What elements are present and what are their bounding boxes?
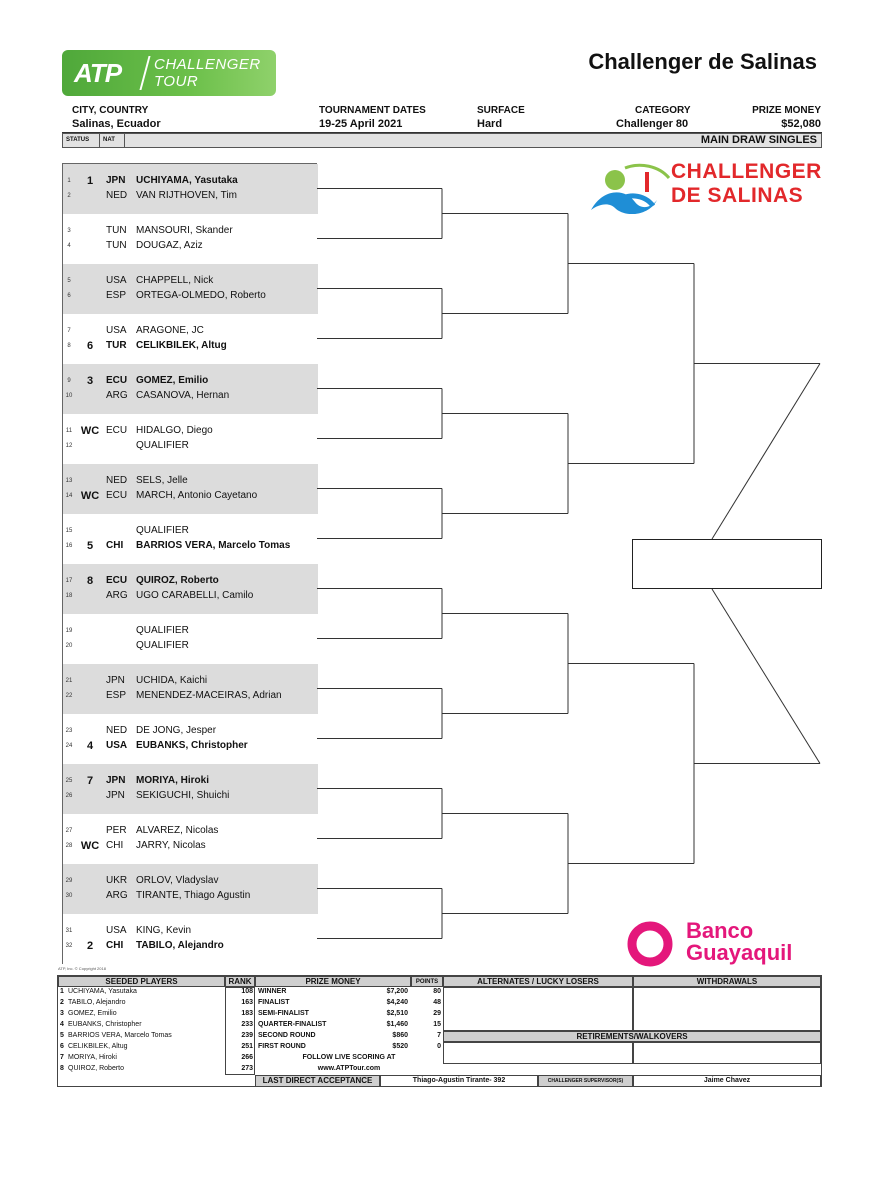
prize-points: 80 (433, 988, 441, 995)
draw-line-number: 24 (65, 743, 73, 749)
prize-money: $4,240 (386, 999, 408, 1006)
draw-line-number: 28 (65, 843, 73, 849)
banco-guayaquil-logo (620, 916, 820, 970)
draw-line-number: 26 (65, 793, 73, 799)
champion-box (632, 539, 822, 589)
draw-line-number: 8 (67, 343, 71, 349)
alternates-area (443, 987, 633, 1031)
seed-player-name: CELIKBILEK, Altug (68, 1043, 128, 1050)
draw-line-number: 16 (65, 543, 73, 549)
player-name: MARCH, Antonio Cayetano (136, 490, 258, 501)
seed-number: 6 (60, 1043, 64, 1050)
prize-round: SECOND ROUND (258, 1032, 316, 1039)
seed-or-status: 5 (86, 540, 94, 552)
seed-or-status: WC (80, 490, 100, 502)
player-name: QUALIFIER (136, 525, 189, 536)
seed-or-status: WC (80, 840, 100, 852)
draw-line (62, 273, 332, 289)
seed-rank: 239 (241, 1032, 253, 1039)
seed-or-status: WC (80, 425, 100, 437)
seed-player-name: GOMEZ, Emilio (68, 1010, 117, 1017)
draw-line (62, 838, 332, 854)
seed-or-status: 7 (86, 775, 94, 787)
player-name: UCHIYAMA, Yasutaka (136, 175, 238, 186)
prize-round: FIRST ROUND (258, 1043, 306, 1050)
seed-rank: 183 (241, 1010, 253, 1017)
draw-line (62, 388, 332, 404)
player-name: BARRIOS VERA, Marcelo Tomas (136, 540, 291, 551)
draw-line (62, 873, 332, 889)
nationality: ESP (106, 690, 127, 701)
status-column-label: STATUS (63, 134, 100, 147)
player-name: CHAPPELL, Nick (136, 275, 214, 286)
nationality: ARG (106, 890, 128, 901)
player-name: ALVAREZ, Nicolas (136, 825, 219, 836)
draw-line (62, 673, 332, 689)
nationality: TUN (106, 225, 127, 236)
prize-header: PRIZE MONEY (255, 976, 411, 987)
player-name: QUALIFIER (136, 440, 189, 451)
nationality: TUN (106, 240, 127, 251)
seed-or-status: 3 (86, 375, 94, 387)
logo-line1: CHALLENGER (154, 56, 261, 73)
retirements-header: RETIREMENTS/WALKOVERS (443, 1031, 821, 1042)
draw-line (62, 938, 332, 954)
seed-or-status: 1 (86, 175, 94, 187)
challenger-de-salinas-logo (585, 158, 820, 214)
nationality: CHI (106, 940, 124, 951)
prize-points: 0 (437, 1043, 441, 1050)
nationality: USA (106, 275, 127, 286)
player-name: MANSOURI, Skander (136, 225, 233, 236)
draw-line-number: 11 (65, 428, 73, 434)
nationality: UKR (106, 875, 128, 886)
player-name: TABILO, Alejandro (136, 940, 224, 951)
draw-line-number: 30 (65, 893, 73, 899)
draw-line (62, 373, 332, 389)
logo-atp-text: ATP (74, 58, 122, 88)
prize-label: PRIZE MONEY (752, 105, 821, 116)
draw-line (62, 638, 332, 654)
nationality: CHI (106, 540, 124, 551)
prize-round: FINALIST (258, 999, 290, 1006)
draw-line-number: 15 (65, 528, 73, 534)
retirements-area-left (443, 1042, 633, 1064)
nationality: USA (106, 925, 127, 936)
player-name: GOMEZ, Emilio (136, 375, 209, 386)
category-label: CATEGORY (635, 105, 691, 116)
sponsor-top-line2: DE SALINAS (671, 184, 804, 207)
city-value: Salinas, Ecuador (72, 118, 161, 130)
draw-line-number: 6 (67, 293, 71, 299)
banco-ring-icon (622, 916, 682, 970)
nationality: ECU (106, 490, 128, 501)
draw-line-number: 12 (65, 443, 73, 449)
draw-line (62, 773, 332, 789)
draw-line-number: 10 (65, 393, 73, 399)
draw-line-number: 22 (65, 693, 73, 699)
draw-line-number: 4 (67, 243, 71, 249)
seeded-header: SEEDED PLAYERS (58, 976, 225, 987)
logo-line2: TOUR (154, 73, 199, 90)
draw-line (62, 323, 332, 339)
seed-rank: 163 (241, 999, 253, 1006)
dates-label: TOURNAMENT DATES (319, 105, 426, 116)
withdrawals-header: WITHDRAWALS (633, 976, 821, 987)
draw-type-label: MAIN DRAW SINGLES (700, 134, 817, 146)
nationality: NED (106, 475, 128, 486)
seed-number: 3 (60, 1010, 64, 1017)
player-name: SELS, Jelle (136, 475, 188, 486)
draw-line (62, 923, 332, 939)
draw-line (62, 288, 332, 304)
nationality: ARG (106, 390, 128, 401)
player-name: KING, Kevin (136, 925, 192, 936)
player-name: EUBANKS, Christopher (136, 740, 248, 751)
nationality: ESP (106, 290, 127, 301)
draw-line-number: 19 (65, 628, 73, 634)
city-label: CITY, COUNTRY (72, 105, 149, 116)
player-name: CASANOVA, Hernan (136, 390, 230, 401)
draw-line (62, 173, 332, 189)
draw-line (62, 523, 332, 539)
seed-number: 8 (60, 1065, 64, 1072)
draw-line (62, 688, 332, 704)
prize-round: QUARTER-FINALIST (258, 1021, 327, 1028)
seed-number: 1 (60, 988, 64, 995)
nationality: JPN (106, 775, 126, 786)
nationality: USA (106, 325, 127, 336)
nationality: JPN (106, 790, 125, 801)
nationality: USA (106, 740, 128, 751)
player-name: JARRY, Nicolas (136, 840, 206, 851)
draw-line-number: 13 (65, 478, 73, 484)
sponsor-bottom-line2: Guayaquil (686, 940, 793, 965)
dates-value: 19-25 April 2021 (319, 118, 403, 130)
player-name: QUALIFIER (136, 625, 189, 636)
seed-or-status: 2 (86, 940, 94, 952)
nationality: TUR (106, 340, 127, 351)
prize-points: 7 (437, 1032, 441, 1039)
seed-number: 5 (60, 1032, 64, 1039)
prize-points: 48 (433, 999, 441, 1006)
seed-number: 4 (60, 1021, 64, 1028)
seed-player-name: QUIROZ, Roberto (68, 1065, 125, 1072)
player-name: UGO CARABELLI, Camilo (136, 590, 254, 601)
draw-line (62, 488, 332, 504)
draw-line-number: 31 (65, 928, 73, 934)
draw-line-number: 9 (67, 378, 71, 384)
player-name: TIRANTE, Thiago Agustin (136, 890, 251, 901)
live-scoring-text: FOLLOW LIVE SCORING AT (302, 1054, 396, 1061)
draw-line-number: 17 (65, 578, 73, 584)
draw-line-number: 1 (67, 178, 71, 184)
draw-line (62, 338, 332, 354)
player-name: HIDALGO, Diego (136, 425, 213, 436)
draw-line (62, 888, 332, 904)
draw-line (62, 423, 332, 439)
draw-line (62, 588, 332, 604)
sponsor-bottom-line1: Banco (686, 918, 754, 943)
seed-player-name: MORIYA, Hiroki (68, 1054, 117, 1061)
summary-table (57, 975, 822, 1087)
nationality: JPN (106, 175, 126, 186)
draw-line (62, 623, 332, 639)
prize-money: $1,460 (386, 1021, 408, 1028)
prize-value: $52,080 (781, 118, 821, 130)
nat-column-label: NAT (100, 134, 125, 147)
seed-rank: 273 (241, 1065, 253, 1072)
nationality: NED (106, 725, 128, 736)
player-name: UCHIDA, Kaichi (136, 675, 208, 686)
draw-line (62, 823, 332, 839)
draw-line-number: 18 (65, 593, 73, 599)
seed-or-status: 6 (86, 340, 94, 352)
bracket-line (712, 589, 820, 764)
player-name: DE JONG, Jesper (136, 725, 217, 736)
draw-line (62, 238, 332, 254)
retirements-area-right (633, 1042, 821, 1064)
player-name: ORLOV, Vladyslav (136, 875, 219, 886)
draw-line-number: 23 (65, 728, 73, 734)
supervisor-label: CHALLENGER SUPERVISOR(S) (538, 1075, 633, 1087)
supervisor-value: Jaime Chavez (633, 1075, 821, 1087)
prize-money: $520 (392, 1043, 408, 1050)
bracket-line (712, 364, 820, 540)
draw-line-number: 7 (67, 328, 71, 334)
draw-line (62, 223, 332, 239)
draw-line (62, 723, 332, 739)
draw-line (62, 788, 332, 804)
draw-line (62, 473, 332, 489)
player-name: MENENDEZ-MACEIRAS, Adrian (136, 690, 282, 701)
player-name: QUIROZ, Roberto (136, 575, 219, 586)
nationality: NED (106, 190, 128, 201)
sponsor-top-line1: CHALLENGER (671, 160, 822, 183)
player-name: DOUGAZ, Aziz (136, 240, 203, 251)
prize-points: 15 (433, 1021, 441, 1028)
lda-value: Thiago-Agustin Tirante- 392 (380, 1075, 538, 1087)
player-name: VAN RIJTHOVEN, Tim (136, 190, 237, 201)
wave-ball-icon (585, 158, 671, 214)
player-name: MORIYA, Hiroki (136, 775, 209, 786)
prize-round: WINNER (258, 988, 287, 995)
nationality: PER (106, 825, 127, 836)
points-header: POINTS (411, 976, 443, 987)
player-name: CELIKBILEK, Altug (136, 340, 227, 351)
surface-label: SURFACE (477, 105, 525, 116)
alternates-header: ALTERNATES / LUCKY LOSERS (443, 976, 633, 987)
draw-line (62, 738, 332, 754)
nationality: ECU (106, 375, 128, 386)
nationality: ARG (106, 590, 128, 601)
seed-or-status: 4 (86, 740, 94, 752)
prize-points: 29 (433, 1010, 441, 1017)
draw-line (62, 538, 332, 554)
seed-number: 2 (60, 999, 64, 1006)
draw-line-number: 3 (67, 228, 71, 234)
surface-value: Hard (477, 118, 503, 130)
website-link[interactable]: www.ATPTour.com (317, 1065, 381, 1072)
draw-line-number: 14 (65, 493, 73, 499)
player-name: ARAGONE, JC (136, 325, 204, 336)
seed-or-status: 8 (86, 575, 94, 587)
rank-header: RANK (225, 976, 255, 987)
seed-player-name: UCHIYAMA, Yasutaka (68, 988, 137, 995)
nationality: ECU (106, 575, 128, 586)
draw-line-number: 27 (65, 828, 73, 834)
draw-line-number: 20 (65, 643, 73, 649)
seed-player-name: EUBANKS, Christopher (68, 1021, 142, 1028)
draw-line-number: 32 (65, 943, 73, 949)
seed-player-name: BARRIOS VERA, Marcelo Tomas (68, 1032, 172, 1039)
withdrawals-area (633, 987, 821, 1031)
seed-player-name: TABILO, Alejandro (68, 999, 126, 1006)
draw-line (62, 573, 332, 589)
prize-money: $7,200 (386, 988, 408, 995)
draw-line-number: 29 (65, 878, 73, 884)
draw-line-number: 25 (65, 778, 73, 784)
seed-rank: 266 (241, 1054, 253, 1061)
player-name: SEKIGUCHI, Shuichi (136, 790, 230, 801)
seed-rank: 233 (241, 1021, 253, 1028)
draw-line (62, 438, 332, 454)
draw-line-number: 2 (67, 193, 71, 199)
draw-line-number: 21 (65, 678, 73, 684)
copyright-text: ATP, Inc. © Copyright 2018 (58, 966, 106, 971)
prize-money: $860 (392, 1032, 408, 1039)
nationality: JPN (106, 675, 125, 686)
prize-round: SEMI-FINALIST (258, 1010, 309, 1017)
seed-rank: 251 (241, 1043, 253, 1050)
rank-column-frame (225, 987, 255, 1075)
nationality: ECU (106, 425, 128, 436)
lda-label: LAST DIRECT ACCEPTANCE (255, 1075, 380, 1087)
draw-line (62, 188, 332, 204)
draw-line-number: 5 (67, 278, 71, 284)
seed-number: 7 (60, 1054, 64, 1061)
player-name: QUALIFIER (136, 640, 189, 651)
seed-rank: 108 (241, 988, 253, 995)
nationality: CHI (106, 840, 124, 851)
category-value: Challenger 80 (616, 118, 689, 130)
player-name: ORTEGA-OLMEDO, Roberto (136, 290, 266, 301)
tournament-title: Challenger de Salinas (588, 49, 817, 74)
prize-money: $2,510 (386, 1010, 408, 1017)
